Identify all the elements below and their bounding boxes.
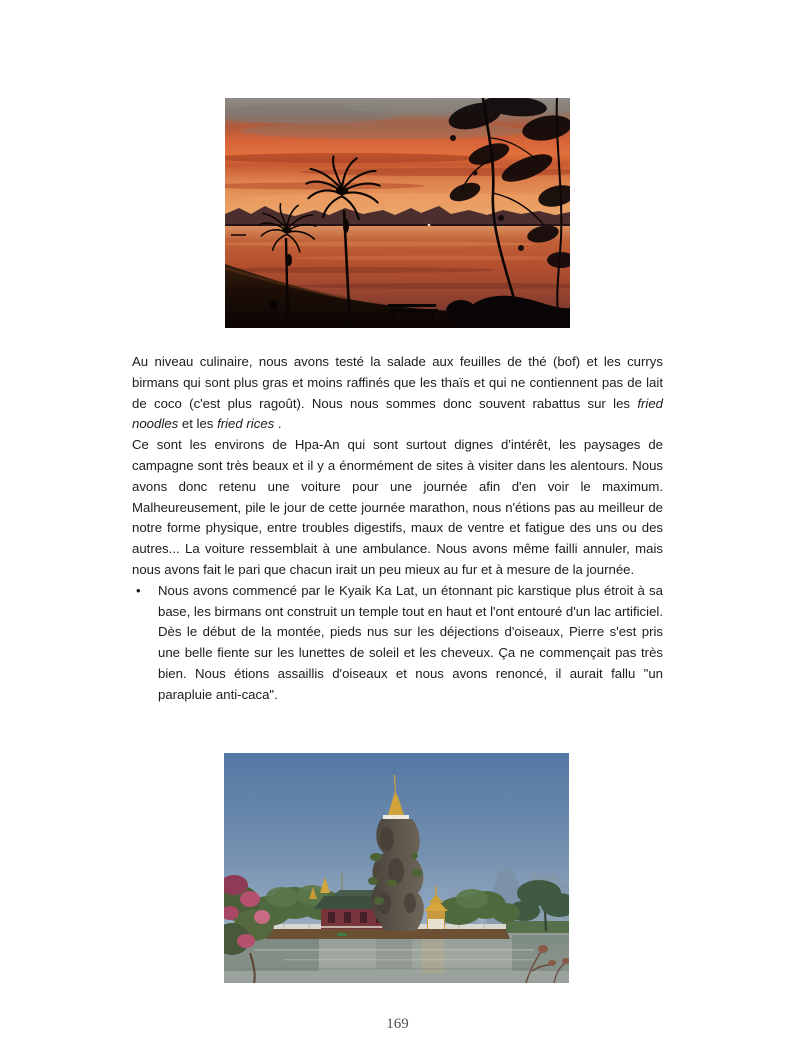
italic-fried-noodles: fried noodles [132, 395, 663, 432]
paragraph-culinary-end: . [274, 416, 282, 432]
bullet-item-kyaik-ka-lat [132, 581, 663, 706]
bullet-marker: • [136, 582, 141, 598]
kyaik-ka-lat-pagoda-photo [224, 753, 569, 983]
italic-fried-rices: fried rices [217, 416, 275, 432]
body-text-column [132, 352, 663, 706]
sunset-photo-illustration [225, 98, 570, 328]
paragraph-hpa-an: Ce sont les environs de Hpa-An qui sont surtout dignes d'intérêt, les paysages de campagne sont très beaux et il y a énormément de sites à visiter dans les alentours. Nous avons donc retenu une voiture pour une journée afin d'en voir le maximum. Malheureusement, pile le jour de cette journée marathon, nous n'étions pas au meilleur de notre forme physique, entre troubles digestifs, maux de ventre et fatigue des uns ou des autres... La voiture ressemblait à une ambulance. Nous avons même failli annuler, mais nous avons fait le pari que chacun irait un peu mieux au fur et à mesure de la journée. [132, 437, 663, 577]
pagoda-photo-illustration [224, 753, 569, 983]
page-number: 169 [386, 1016, 409, 1032]
paragraph-culinary-mid: et les [178, 416, 218, 432]
bullet-text-kyaik-ka-lat: Nous avons commencé par le Kyaik Ka Lat, un étonnant pic karstique plus étroit à sa base, les birmans ont construit un temple tout en haut et l'ont entouré d'un lac artificiel. Dès le début de la montée, pieds nus sur les déjections d'oiseaux, Pierre s'est pris une belle fiente sur les lunettes de soleil et les cheveux. Ça ne commençait pas très bien. Nous étions assaillis d'oiseaux et nous avons renoncé, il aurait fallu "un parapluie anti-caca". [158, 582, 663, 702]
paragraph-culinary-text: Au niveau culinaire, nous avons testé la salade aux feuilles de thé (bof) et les currys birmans qui sont plus gras et moins raffinés que les thaïs et qui ne contiennent pas de lait de coco (c'est plus ragoût). Nous nous sommes donc souvent rabattus sur les [132, 354, 663, 411]
paragraph-culinary [132, 352, 663, 435]
sunset-river-photo [225, 98, 570, 328]
